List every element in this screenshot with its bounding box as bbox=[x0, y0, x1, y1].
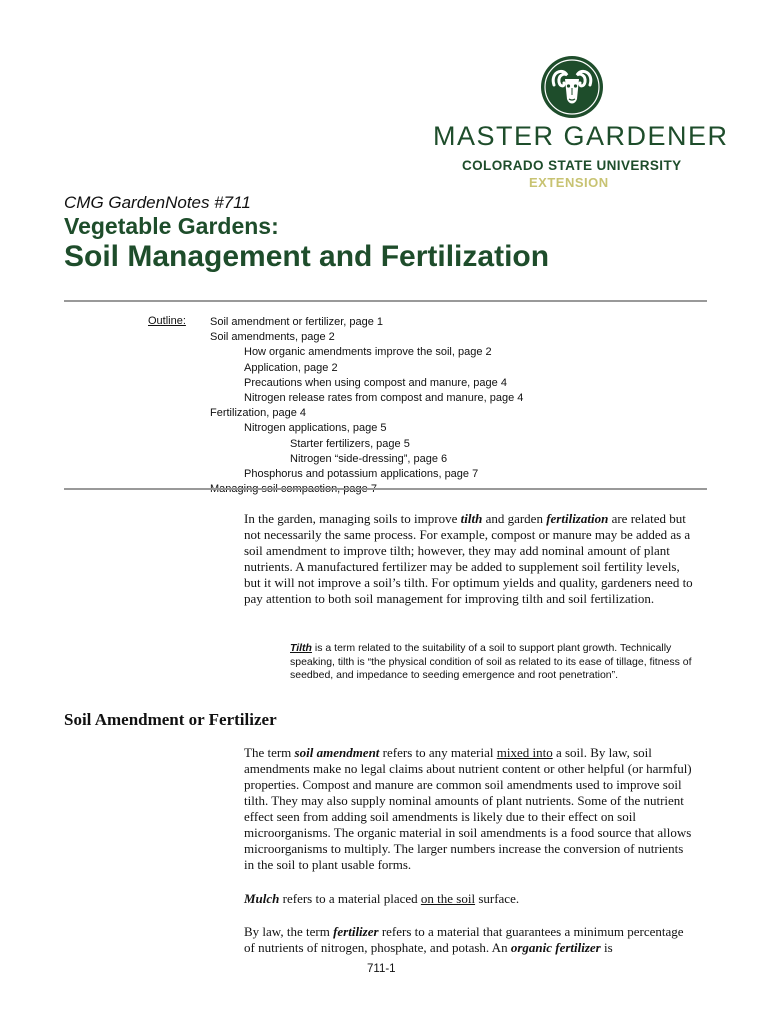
p1-text-b: refers to any material bbox=[379, 745, 497, 760]
tilth-definition-text: is a term related to the suitability of a soil to support plant growth. Technically speaking, tilth is “the physical condition of soil as related to its ease of tillage, fitness of seedbed, and impedance to seeding emergence and root penetration”. bbox=[290, 642, 692, 681]
fertilizer-paragraph bbox=[244, 924, 694, 956]
outline-item: Application, page 2 bbox=[244, 361, 338, 374]
p3-text-a: By law, the term bbox=[244, 924, 334, 939]
soil-amendment-paragraph bbox=[244, 745, 694, 873]
p2-text-b: surface. bbox=[475, 891, 520, 906]
csu-ram-logo bbox=[540, 55, 604, 119]
intro-text-1: In the garden, managing soils to improve bbox=[244, 511, 461, 526]
divider-bottom bbox=[64, 488, 707, 490]
outline-item: Soil amendments, page 2 bbox=[210, 331, 335, 344]
outline-item: Nitrogen release rates from compost and manure, page 4 bbox=[244, 392, 524, 405]
page-number: 711-1 bbox=[367, 963, 396, 975]
outline-item: Nitrogen “side-dressing”, page 6 bbox=[290, 452, 448, 465]
section-heading: Soil Amendment or Fertilizer bbox=[64, 710, 277, 729]
document-title: Soil Management and Fertilization bbox=[64, 240, 550, 273]
document-heading: Vegetable Gardens: bbox=[64, 213, 279, 239]
series-label: CMG GardenNotes #711 bbox=[64, 193, 251, 212]
outline-label: Outline: bbox=[148, 315, 186, 327]
p1-text-a: The term bbox=[244, 745, 295, 760]
term-fertilization: fertilization bbox=[546, 511, 609, 526]
term-mulch: Mulch bbox=[244, 891, 280, 906]
divider-top bbox=[64, 300, 707, 302]
tilth-term: Tilth bbox=[290, 642, 312, 654]
p3-text-b: refers to a material that guarantees a minimum percentage of nutrients of nitrogen, phosphate, and potash. An bbox=[244, 924, 684, 955]
term-fertilizer: fertilizer bbox=[333, 924, 379, 939]
university-name: COLORADO STATE UNIVERSITY bbox=[462, 158, 682, 173]
p1-text-c: a soil. By law, soil amendments make no legal claims about nutrient content or other helpful (or harmful) properties. Compost and manure are common soil amendments used to improve soil tilth. They may also supply nominal amounts of plant nutrients. Some of the nutrient effect seen from adding soil amendments is likely due to their effect on soil microorganisms. The organic material in soil amendments is a food source that allows microorganisms to multiply. The larger numbers increase the conversion of nutrients in the soil to plant usable forms. bbox=[244, 745, 692, 872]
intro-text-3: are related but not necessarily the same process. For example, compost or manure may be added as a soil amendment to improve tilth; however, they may add nominal amount of plant nutrients. A manufactured fertilizer may be added to supplement soil fertility levels, but it will not improve a soil’s tilth. For optimum yields and quality, gardeners need to pay attention to both soil management for improving tilth and soil fertilization. bbox=[244, 511, 693, 606]
intro-text-2: and garden bbox=[482, 511, 547, 526]
p3-text-c: is bbox=[600, 940, 613, 955]
term-organic-fertilizer: organic fertilizer bbox=[510, 940, 601, 955]
outline-item: Precautions when using compost and manure, page 4 bbox=[244, 376, 507, 389]
outline-item: Starter fertilizers, page 5 bbox=[290, 437, 410, 450]
outline-item: Soil amendment or fertilizer, page 1 bbox=[210, 316, 384, 328]
on-the-soil-underline: on the soil bbox=[420, 891, 476, 906]
p2-text-a: refers to a material placed bbox=[279, 891, 421, 906]
outline-item: Fertilization, page 4 bbox=[210, 407, 306, 420]
master-gardener-title: MASTER GARDENER bbox=[433, 121, 729, 151]
tilth-definition-note bbox=[290, 642, 710, 683]
mixed-into-underline: mixed into bbox=[496, 745, 553, 760]
extension-label: EXTENSION bbox=[529, 175, 609, 190]
outline-list bbox=[210, 315, 523, 497]
term-tilth: tilth bbox=[460, 511, 483, 526]
intro-paragraph bbox=[244, 511, 694, 607]
outline-item: How organic amendments improve the soil, page 2 bbox=[244, 346, 492, 359]
term-soil-amendment: soil amendment bbox=[294, 745, 380, 760]
outline-item: Phosphorus and potassium applications, page 7 bbox=[244, 468, 479, 481]
outline-item: Nitrogen applications, page 5 bbox=[244, 422, 387, 435]
mulch-paragraph bbox=[244, 891, 694, 907]
